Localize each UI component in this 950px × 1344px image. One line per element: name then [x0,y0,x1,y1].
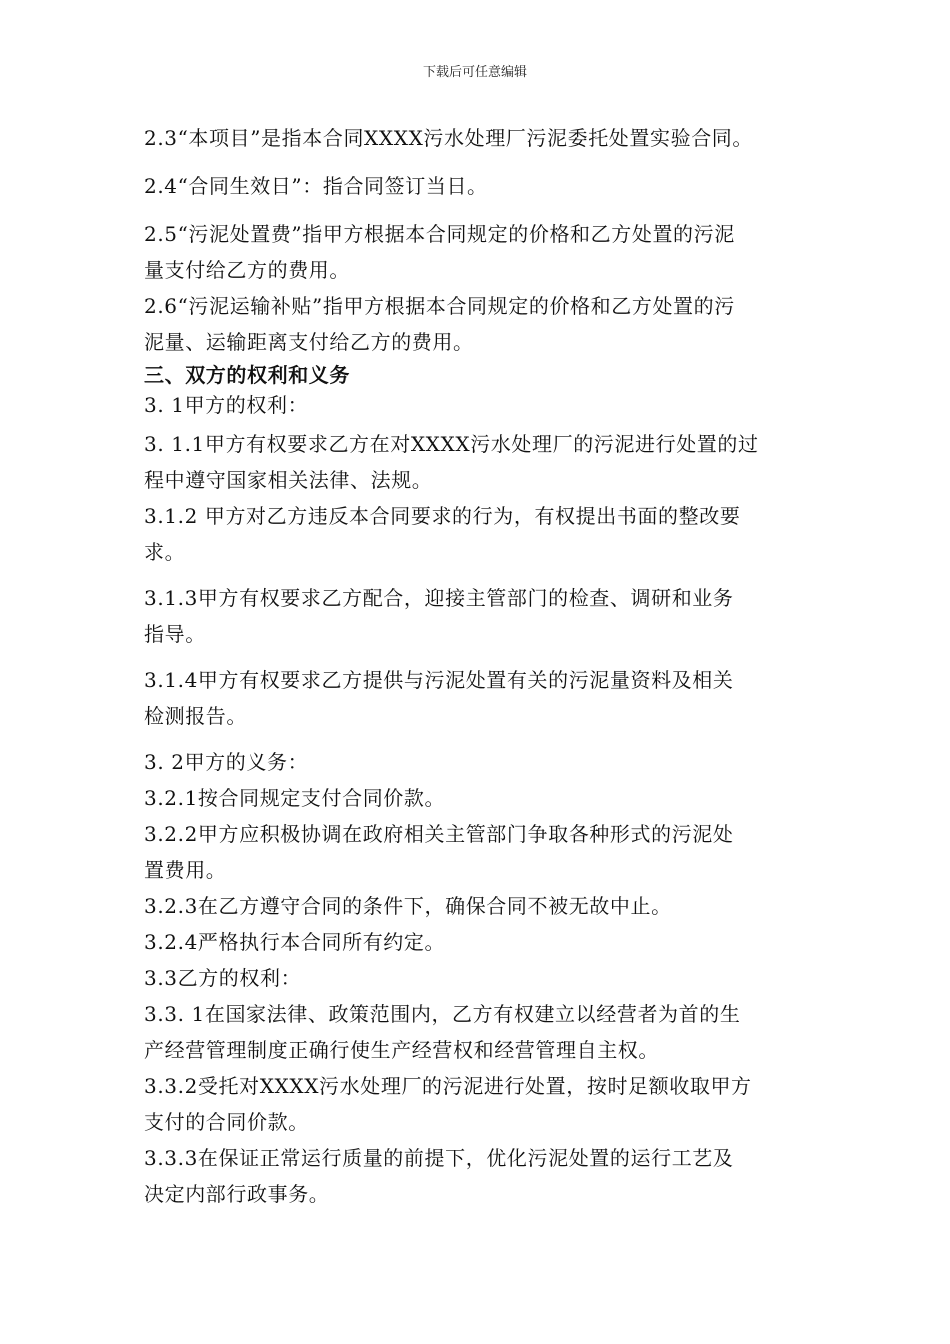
clause-3-1-2-line-1: 3.1.2 甲方对乙方违反本合同要求的行为，有权提出书面的整改要 [144,504,741,528]
clause-3-2-4: 3.2.4严格执行本合同所有约定。 [144,930,446,954]
clause-3-1: 3. 1甲方的权利： [144,393,309,417]
clause-3-3-1-line-1: 3.3. 1在国家法律、政策范围内，乙方有权建立以经营者为首的生 [144,1002,741,1026]
clause-3-3-1 [144,996,814,1068]
clause-3-3-3 [144,1140,814,1212]
clause-2-5-line-1: 2.5“污泥处置费”指甲方根据本合同规定的价格和乙方处置的污泥 [144,222,735,246]
clause-3-3-2-line-1: 3.3.2受托对XXXX污水处理厂的污泥进行处置，按时足额收取甲方 [144,1074,752,1098]
clause-3-3: 3.3乙方的权利： [144,966,302,990]
clause-3-2-2-line-1: 3.2.2甲方应积极协调在政府相关主管部门争取各种形式的污泥处 [144,822,734,846]
clause-3-1-3-line-1: 3.1.3甲方有权要求乙方配合，迎接主管部门的检查、调研和业务 [144,586,734,610]
clause-3-2: 3. 2甲方的义务： [144,750,309,774]
clause-3-1-4-line-2: 检测报告。 [144,704,247,728]
clause-3-1-1-line-1: 3. 1.1甲方有权要求乙方在对XXXX污水处理厂的污泥进行处置的过 [144,432,759,456]
clause-3-2-2 [144,816,814,888]
clause-2-5 [144,216,814,288]
clause-3-3-3-line-2: 决定内部行政事务。 [144,1182,330,1206]
clause-2-6 [144,288,814,360]
clause-3-3-1-line-2: 产经营管理制度正确行使生产经营权和经营管理自主权。 [144,1038,659,1062]
clause-2-6-line-1: 2.6“污泥运输补贴”指甲方根据本合同规定的价格和乙方处置的污 [144,294,735,318]
clause-2-6-line-2: 泥量、运输距离支付给乙方的费用。 [144,330,474,354]
clause-3-2-3: 3.2.3在乙方遵守合同的条件下，确保合同不被无故中止。 [144,894,672,918]
clause-2-4: 2.4“合同生效日”：指合同签订当日。 [144,174,488,198]
clause-3-3-2-line-2: 支付的合同价款。 [144,1110,309,1134]
clause-2-3: 2.3“本项目”是指本合同XXXX污水处理厂污泥委托处置实验合同。 [144,126,754,150]
clause-3-2-2-line-2: 置费用。 [144,858,227,882]
clause-3-1-1 [144,426,814,498]
clause-3-3-2 [144,1068,814,1140]
clause-3-1-2-line-2: 求。 [144,540,186,564]
clause-3-1-4-line-1: 3.1.4甲方有权要求乙方提供与污泥处置有关的污泥量资料及相关 [144,668,734,692]
clause-3-1-1-line-2: 程中遵守国家相关法律、法规。 [144,468,433,492]
clause-3-3-3-line-1: 3.3.3在保证正常运行质量的前提下，优化污泥处置的运行工艺及 [144,1146,734,1170]
clause-3-1-3 [144,580,814,652]
page-header-note: 下载后可任意编辑 [422,65,527,80]
clause-2-5-line-2: 量支付给乙方的费用。 [144,258,350,282]
clause-3-1-2 [144,498,814,570]
clause-3-1-3-line-2: 指导。 [144,622,206,646]
clause-3-2-1: 3.2.1按合同规定支付合同价款。 [144,786,446,810]
clause-3-1-4 [144,662,814,734]
section-3-heading: 三、双方的权利和义务 [144,363,350,387]
document-body [144,120,814,1212]
